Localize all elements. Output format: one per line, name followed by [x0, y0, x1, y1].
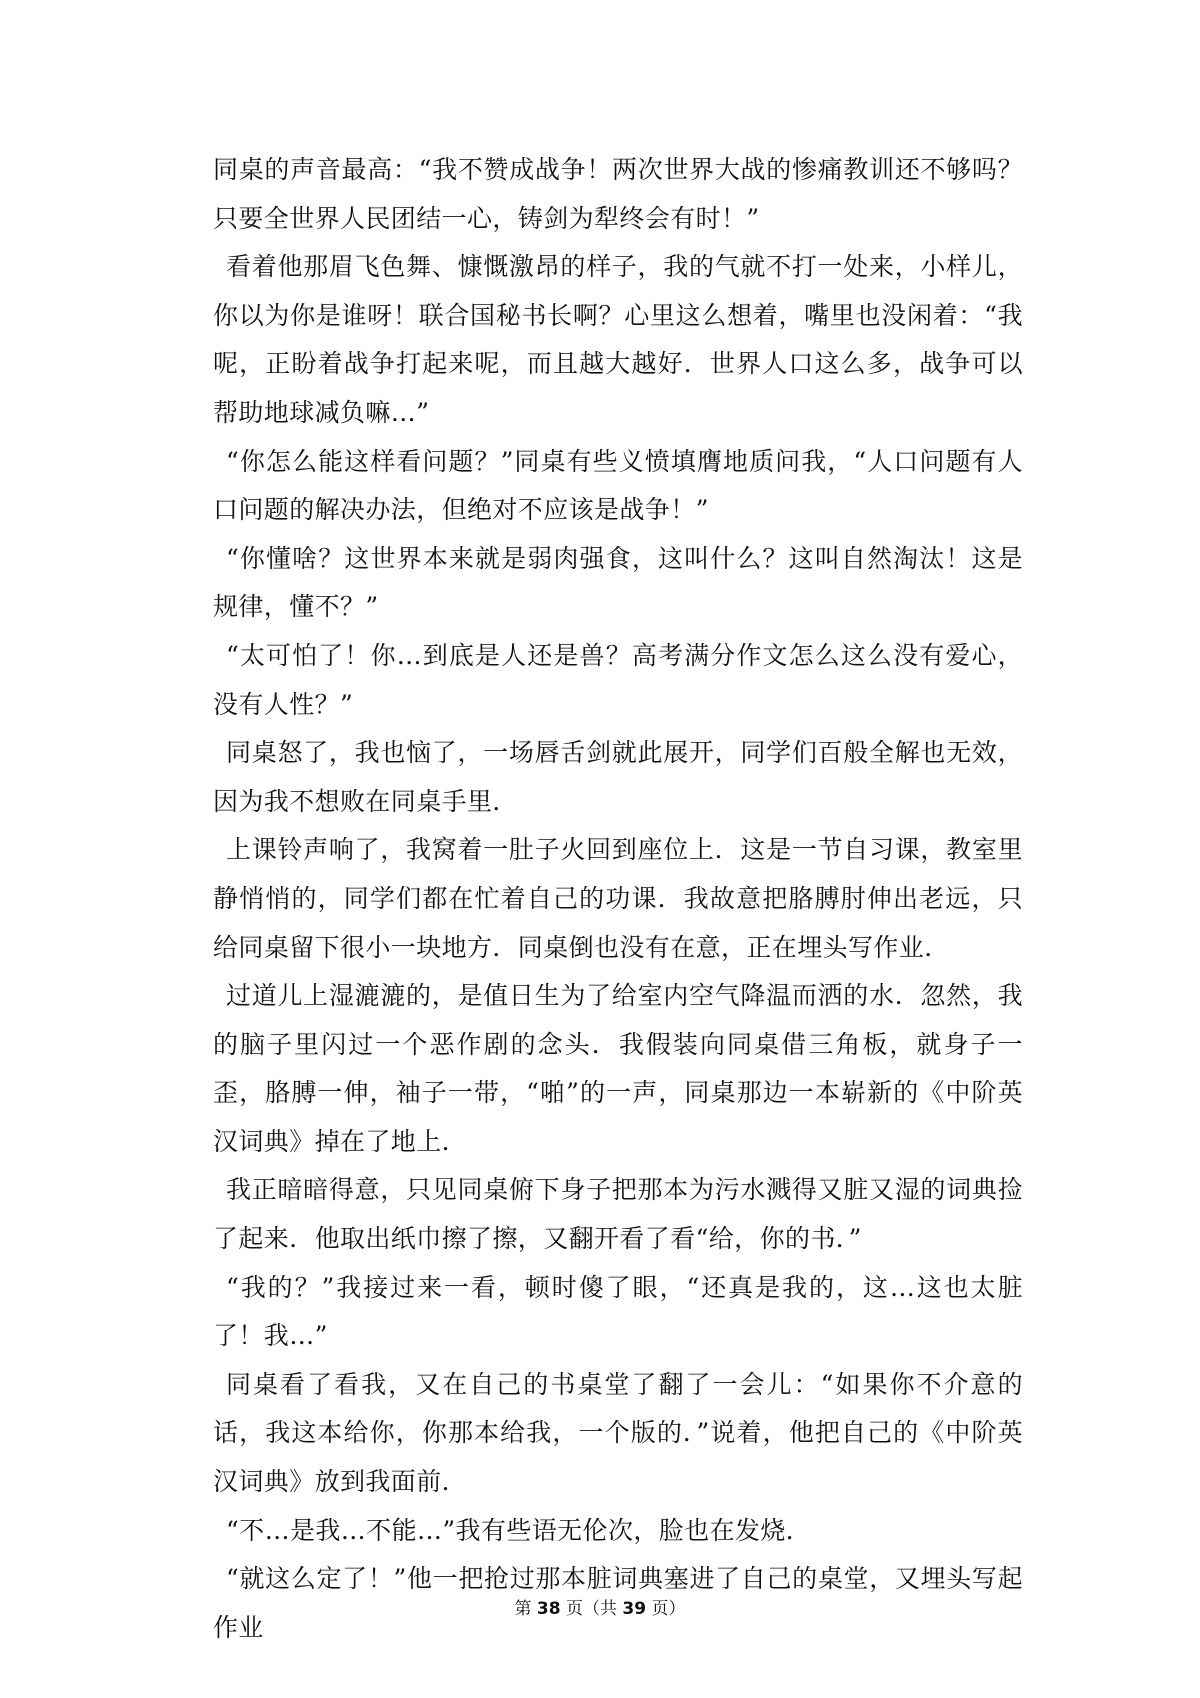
paragraph: 看着他那眉飞色舞、慷慨激昂的样子，我的气就不打一处来，小样儿，你以为你是谁呀！联合国秘书长啊？心里这么想着，嘴里也没闲着：“我呢，正盼着战争打起来呢，而且越大越好．世界人口这么多，战争可以帮助地球减负嘛…” [213, 252, 1023, 427]
paragraph: “你怎么能这样看问题？”同桌有些义愤填膺地质问我，“人口问题有人口问题的解决办法，但绝对不应该是战争！” [213, 446, 1023, 525]
page-footer [0, 1597, 1200, 1621]
paragraph: 同桌怒了，我也恼了，一场唇舌剑就此展开，同学们百般全解也无效，因为我不想败在同桌手里． [213, 738, 1023, 816]
paragraph: 我正暗暗得意，只见同桌俯下身子把那本为污水溅得又脏又湿的词典捡了起来．他取出纸巾擦了擦，又翻开看了看“给，你的书．” [213, 1175, 1023, 1254]
paragraph: 同桌的声音最高：“我不赞成战争！两次世界大战的惨痛教训还不够吗？只要全世界人民团结一心，铸剑为犁终会有时！” [213, 155, 1023, 233]
paragraph: “太可怕了！你…到底是人还是兽？高考满分作文怎么这么没有爱心，没有人性？” [213, 640, 1023, 719]
paragraph: “我的？”我接过来一看，顿时傻了眼，“还真是我的，这…这也太脏了！我…” [213, 1272, 1023, 1351]
body-text [213, 146, 1023, 1652]
paragraph: 同桌看了看我，又在自己的书桌堂了翻了一会儿：“如果你不介意的话，我这本给你，你那本给我，一个版的．”说着，他把自己的《中阶英汉词典》放到我面前． [213, 1369, 1023, 1497]
paragraph: “就这么定了！”他一把抢过那本脏词典塞进了自己的桌堂，又埋头写起作业 [213, 1564, 1023, 1642]
paragraph: “不…是我…不能…”我有些语无伦次，脸也在发烧． [226, 1515, 812, 1545]
footer-prefix: 第 [514, 1599, 532, 1619]
paragraph: 过道儿上湿漉漉的，是值日生为了给室内空气降温而洒的水．忽然，我的脑子里闪过一个恶作剧的念头．我假装向同桌借三角板，就身子一歪，胳膊一伸，袖子一带，“啪”的一声，同桌那边一本崭新的《中阶英汉词典》掉在了地上． [213, 981, 1023, 1156]
page-number: 38 [536, 1599, 561, 1619]
footer-middle: 页（共 [566, 1599, 617, 1619]
paragraph: 上课铃声响了，我窝着一肚子火回到座位上．这是一节自习课，教室里静悄悄的，同学们都在忙着自己的功课．我故意把胳膊肘伸出老远，只给同桌留下很小一块地方．同桌倒也没有在意，正在埋头写作业． [213, 835, 1023, 962]
total-pages: 39 [622, 1599, 647, 1619]
paragraph: “你懂啥？这世界本来就是弱肉强食，这叫什么？这叫自然淘汰！这是规律，懂不？” [213, 543, 1023, 622]
footer-suffix: 页） [651, 1599, 686, 1619]
